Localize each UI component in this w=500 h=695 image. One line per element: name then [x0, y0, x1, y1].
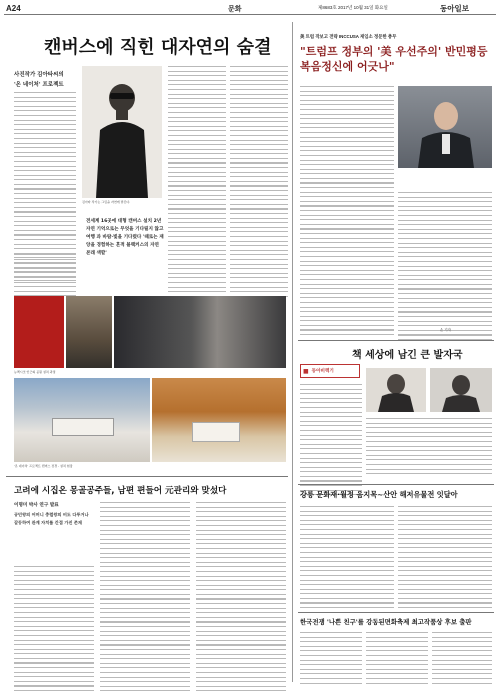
landscape-photo-snow — [14, 378, 150, 462]
mid-right-body-col1 — [300, 506, 394, 616]
pastor-portrait-photo — [398, 86, 492, 168]
canvas-photo-red — [14, 296, 64, 368]
books-headline: 책 세상에 남긴 큰 발자국 — [352, 350, 463, 361]
portrait-caption — [82, 200, 166, 205]
kicker-line-1: 사진작가 김아타씨의 — [14, 72, 64, 78]
books-author-photo — [430, 368, 492, 412]
author-figure-icon — [430, 368, 492, 412]
books-top-rule — [298, 340, 494, 341]
landscape-photo-autumn — [152, 378, 286, 462]
books-body-col2 — [366, 418, 492, 478]
photo-caption-row2 — [14, 464, 286, 469]
bottom-right-headline: 한국전쟁 '나쁜 친구'를 강동된면화축제 최고작품상 후보 출판 — [300, 618, 472, 626]
bottom-left-rule — [6, 476, 288, 477]
photo-caption-row1-text: 뉴멕시코 인근의 공원 설치 과정 — [14, 370, 56, 374]
artist-portrait-photo — [82, 66, 162, 198]
bottom-left-body-col3 — [196, 502, 286, 695]
main-headline: 캔버스에 직힌 대자연의 숨결 — [44, 37, 272, 58]
page-number: A24 — [6, 4, 21, 13]
bottom-left-body-col2 — [100, 502, 190, 695]
dateline: 제8683호 2017년 10월 31일 화요일 — [318, 5, 388, 10]
paper-name: 동아일보 — [440, 4, 469, 13]
portrait-caption-text: 김아타 작가는 그림을 자연에 맡긴다. — [82, 200, 131, 204]
pastor-figure-icon — [398, 86, 492, 168]
canvas-photo-forest — [66, 296, 112, 368]
right-top-body-col1 — [300, 86, 394, 339]
right-top-headline: "트럼프 정부의 '美 우선주의' 반민평등 복음정신에 어긋나" — [300, 45, 488, 73]
bottom-right-body-col1 — [300, 632, 362, 687]
mid-right-body-col2 — [398, 506, 492, 616]
main-body-col3 — [230, 66, 288, 300]
books-logo-label: 동아비렉기 — [311, 368, 334, 373]
canvas-photo-dark — [114, 296, 286, 368]
column-divider — [292, 22, 293, 682]
pull-quote — [86, 218, 164, 258]
kicker-line-2: '온 네이처' 프로젝트 — [14, 82, 64, 88]
section-name: 문화 — [228, 6, 242, 13]
bottom-left-headline: 고려에 시집온 몽골공주들, 남편 편들어 元관리와 맞섰다 — [14, 486, 227, 496]
bottom-left-body-col1 — [14, 566, 94, 695]
main-body-col1b — [14, 254, 76, 300]
pull-quote-text: 전세계 16곳에 대형 캔버스 설치 2년 자연 기억으로는 무엇을 기다릴지 않고 여행 과 바람·빛을 기다렸다 '때로는 재앙을 경험하는 흔적 블랙커스의 자연 본래 색깔' — [86, 219, 164, 256]
photo-caption-row2-text: '온 네이처' 프로젝트 캔버스 전경 - 설치 현장 — [14, 464, 73, 468]
right-top-byline: 손 기자 — [440, 328, 451, 332]
book-icon: ■ — [303, 367, 309, 375]
mid-right-headline: 강릉 문화재·월정 음지목~산안 해저유물전 잇달아 — [300, 490, 458, 499]
books-logo-box — [300, 364, 360, 378]
bottom-kicker-1: 이명미 박사 연구 발표 — [14, 503, 59, 508]
bottom-left-kickers — [14, 502, 94, 527]
main-body-col2 — [168, 66, 226, 296]
photo-caption-row1 — [14, 370, 286, 375]
person-figure-icon — [366, 368, 426, 412]
right-top-body-col2 — [398, 192, 492, 344]
portrait-figure-icon — [82, 66, 162, 198]
masthead-rule — [4, 14, 496, 15]
books-body-col1 — [300, 384, 362, 499]
bottom-right-body-col3 — [432, 632, 492, 687]
main-kicker — [14, 70, 74, 88]
right-top-kicker: 美 트럼 작보고 전략 INCCUSA 재임소 정문한 총무 — [300, 34, 397, 39]
bottom-right-body-col2 — [366, 632, 428, 687]
bottom-right-rule — [298, 612, 494, 613]
books-figure-photo — [366, 368, 426, 412]
bottom-kicker-2: 공민왕의 어머니 충렬왕의 비도 다투거나 갈등하여 관계 자치를 간접 가진 존재 — [14, 512, 89, 525]
mid-right-rule — [298, 484, 494, 485]
